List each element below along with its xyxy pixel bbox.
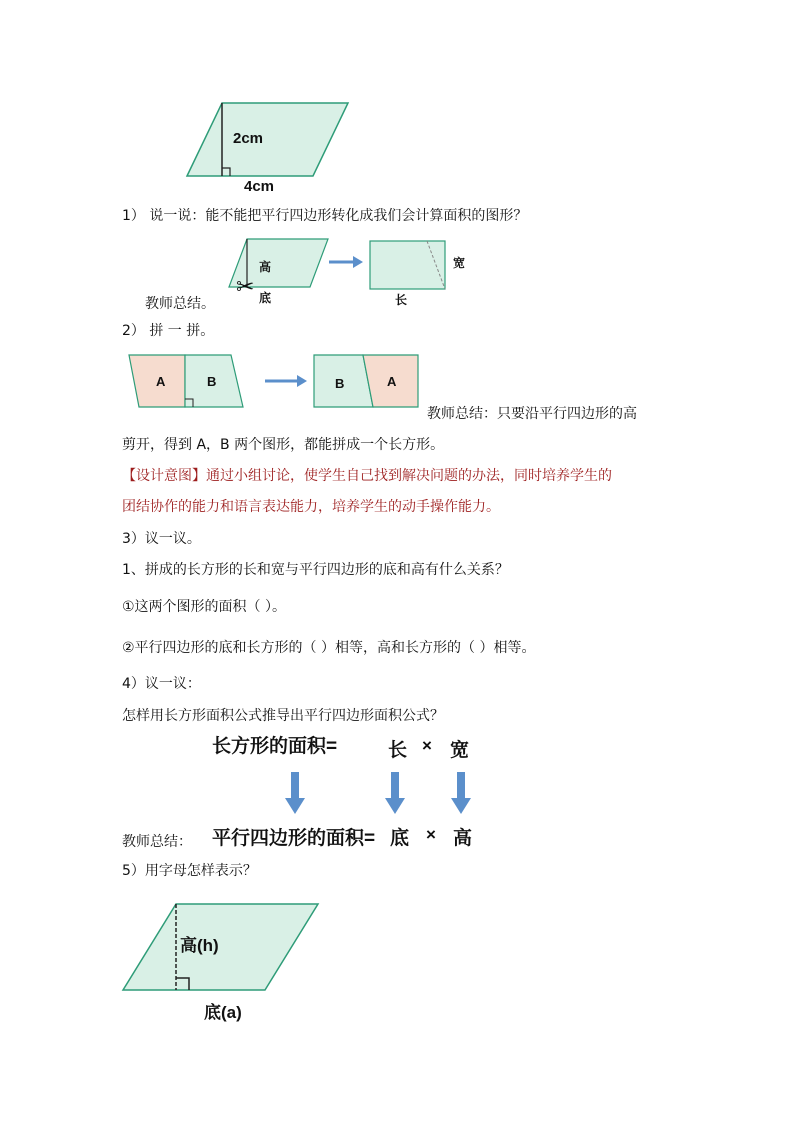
step2-text: 2） 拼 一 拼。	[122, 323, 215, 339]
piece-b-left: B	[207, 374, 217, 389]
rect-area-formula	[212, 735, 337, 759]
base-label: 4cm	[244, 178, 275, 195]
step3-item1: ①这两个图形的面积（ ）。	[122, 599, 287, 615]
step3-question: 1、拼成的长方形的长和宽与平行四边形的底和高有什么关系？	[122, 562, 509, 578]
step5-text: 5）用字母怎样表示？	[122, 863, 257, 879]
down-arrows	[280, 770, 480, 818]
rect-area-label: 长方形的面积=	[212, 736, 338, 757]
design-intent-line1: 【设计意图】通过小组讨论，使学生自己找到解决问题的办法，同时培养学生的	[122, 468, 612, 484]
letter-base-label: 底(a)	[204, 1003, 242, 1022]
step4-text: 4）议一议：	[122, 676, 201, 692]
teacher-summary-1: 教师总结。	[145, 296, 215, 312]
step1-text: 1） 说一说：能不能把平行四边形转化成我们会计算面积的图形？	[122, 208, 528, 224]
step3-item2: ②平行四边形的底和长方形的（ ）相等，高和长方形的（ ）相等。	[122, 640, 536, 656]
piece-b-right: B	[335, 376, 345, 391]
height-term: 高	[453, 828, 473, 849]
times-sign-1: ×	[422, 736, 432, 755]
width-term: 宽	[450, 740, 470, 761]
piece-a-left: A	[156, 374, 166, 389]
scissors-icon: ✂	[236, 275, 255, 300]
teacher-summary-2a: 教师总结：只要沿平行四边形的高	[427, 406, 637, 422]
height-label: 2cm	[233, 130, 264, 147]
fig2-height-label: 高	[259, 260, 272, 274]
design-intent-line2: 团结协作的能力和语言表达能力，培养学生的动手操作能力。	[122, 499, 500, 515]
teacher-summary-3: 教师总结：	[122, 834, 192, 850]
figure-pieces	[125, 352, 425, 412]
step3-text: 3）议一议。	[122, 531, 201, 547]
times-sign-2: ×	[426, 825, 436, 844]
letter-height-label: 高(h)	[180, 936, 219, 955]
step4-question: 怎样用长方形面积公式推导出平行四边形面积公式？	[122, 708, 444, 724]
fig2-width-label: 宽	[453, 256, 466, 270]
para-area-label: 平行四边形的面积=	[212, 828, 376, 849]
fig2-base-label: 底	[259, 291, 272, 305]
fig2-length-label: 长	[395, 293, 408, 307]
piece-a-right: A	[387, 374, 397, 389]
length-term: 长	[388, 740, 408, 761]
base-term: 底	[390, 828, 410, 849]
figure-parallelogram-letters	[120, 900, 325, 995]
teacher-summary-2b: 剪开，得到 A，B 两个图形，都能拼成一个长方形。	[122, 437, 445, 453]
